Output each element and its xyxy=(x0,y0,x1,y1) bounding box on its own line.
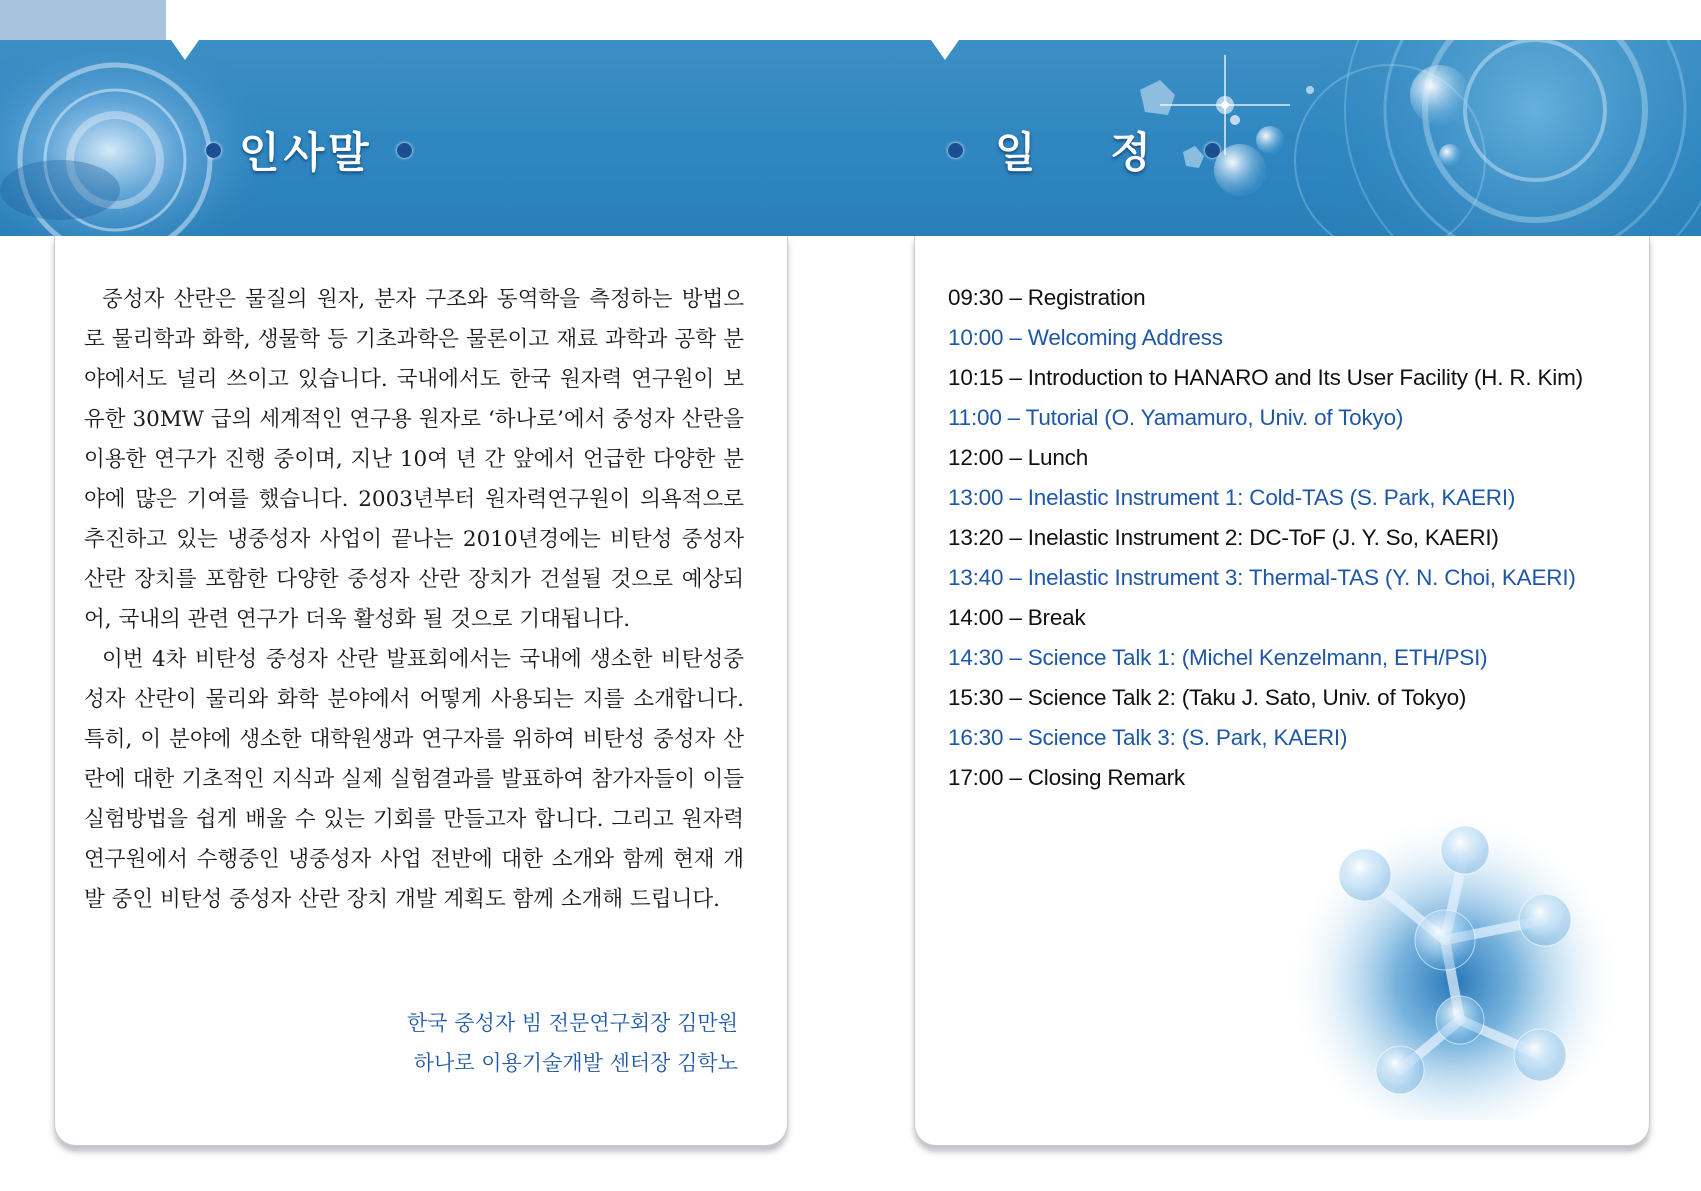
schedule-item: 16:30 – Science Talk 3: (S. Park, KAERI) xyxy=(948,725,1348,750)
schedule-item: 10:15 – Introduction to HANARO and Its User Facility (H. R. Kim) xyxy=(948,365,1583,390)
greeting-paragraph: 이번 4차 비탄성 중성자 산란 발표회에서는 국내에 생소한 비탄성중성자 산란이 물리와 화학 분야에서 어떻게 사용되는 지를 소개합니다. 특히, 이 분야에 생소한 대학원생과 연구자를 위하여 비탄성 중성자 산란에 대한 기초적인 지식과 실제 실험결과를 발표하여 참가자들이 이들 실험방법을 쉽게 배울 수 있는 기회를 만들고자 합니다. 그리고 원자력연구원에서 수행중인 냉중성자 사업 전반에 대한 소개와 함께 현재 개발 중인 비탄성 중성자 산란 장치 개발 계획도 함께 소개해 드립니다. xyxy=(84,647,744,912)
schedule-item: 17:00 – Closing Remark xyxy=(948,765,1185,790)
schedule-item: 11:00 – Tutorial (O. Yamamuro, Univ. of Tokyo) xyxy=(948,405,1404,430)
greeting-title-text: 인사말 xyxy=(239,128,373,177)
schedule-item: 12:00 – Lunch xyxy=(948,445,1089,470)
greeting-section-title xyxy=(206,120,412,180)
schedule-list xyxy=(948,278,1638,798)
schedule-item: 13:00 – Inelastic Instrument 1: Cold-TAS (S. Park, KAERI) xyxy=(948,485,1516,510)
greeting-signature xyxy=(300,1003,738,1083)
bullet-dot-icon xyxy=(206,143,221,158)
bullet-dot-icon xyxy=(397,143,412,158)
molecule-illustration xyxy=(1285,780,1625,1120)
schedule-item: 14:30 – Science Talk 1: (Michel Kenzelmann, ETH/PSI) xyxy=(948,645,1488,670)
greeting-paragraph: 중성자 산란은 물질의 원자, 분자 구조와 동역학을 측정하는 방법으로 물리학과 화학, 생물학 등 기초과학은 물론이고 재료 과학과 공학 분야에서도 널리 쓰이고 있습니다. 국내에서도 한국 원자력 연구원이 보유한 30MW 급의 세계적인 연구용 원자로 ‘하나로’에서 중성자 산란을 이용한 연구가 진행 중이며, 지난 10여 년 간 앞에서 언급한 다양한 분야에 많은 기여를 했습니다. 2003년부터 원자력연구원이 의욕적으로 추진하고 있는 냉중성자 사업이 끝나는 2010년경에는 비탄성 중성자 산란 장치를 포함한 다양한 중성자 산란 장치가 건설될 것으로 예상되어, 국내의 관련 연구가 더욱 활성화 될 것으로 기대됩니다. xyxy=(84,287,744,632)
schedule-section-title xyxy=(948,120,1220,180)
signature-line: 한국 중성자 빔 전문연구회장 김만원 xyxy=(407,1011,738,1035)
header-notch-right xyxy=(931,40,959,60)
schedule-item: 14:00 – Break xyxy=(948,605,1086,630)
top-tab-accent xyxy=(0,0,166,40)
signature-line: 하나로 이용기술개발 센터장 김학노 xyxy=(413,1051,738,1075)
bullet-dot-icon xyxy=(948,143,963,158)
greeting-body xyxy=(84,280,744,920)
bullet-dot-icon xyxy=(1205,143,1220,158)
schedule-item: 10:00 – Welcoming Address xyxy=(948,325,1223,350)
schedule-item: 13:40 – Inelastic Instrument 3: Thermal-TAS (Y. N. Choi, KAERI) xyxy=(948,565,1576,590)
schedule-item: 09:30 – Registration xyxy=(948,285,1146,310)
header-notch-left xyxy=(171,40,199,60)
schedule-title-text: 일 정 xyxy=(995,128,1181,177)
schedule-item: 13:20 – Inelastic Instrument 2: DC-ToF (J. Y. So, KAERI) xyxy=(948,525,1499,550)
schedule-item: 15:30 – Science Talk 2: (Taku J. Sato, Univ. of Tokyo) xyxy=(948,685,1467,710)
